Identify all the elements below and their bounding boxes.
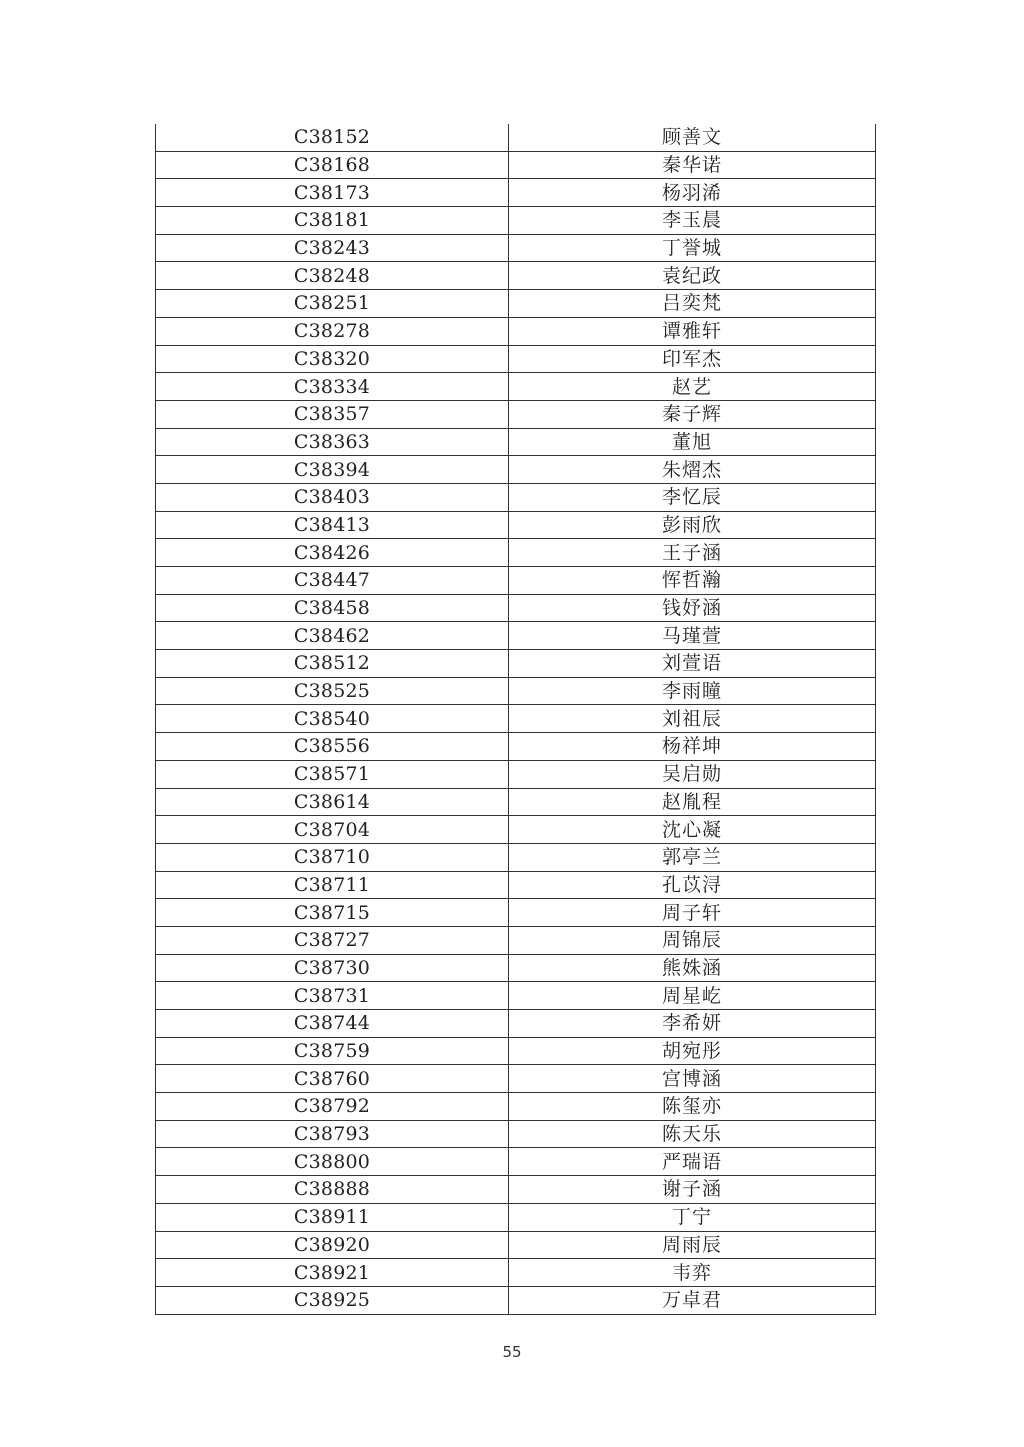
candidate-name-cell: 李希妍 xyxy=(509,1010,876,1038)
candidate-id-cell: C38921 xyxy=(156,1259,509,1287)
candidate-name-cell: 宫博涵 xyxy=(509,1065,876,1093)
candidate-id-cell: C38278 xyxy=(156,317,509,345)
candidate-id-cell: C38727 xyxy=(156,926,509,954)
table-row xyxy=(156,317,876,345)
candidate-id-cell: C38173 xyxy=(156,179,509,207)
candidate-id-cell: C38512 xyxy=(156,650,509,678)
candidate-id-cell: C38920 xyxy=(156,1231,509,1259)
candidate-name-cell: 胡宛彤 xyxy=(509,1037,876,1065)
table-row xyxy=(156,650,876,678)
candidate-id-cell: C38525 xyxy=(156,677,509,705)
table-row xyxy=(156,207,876,235)
candidate-name-cell: 杨羽浠 xyxy=(509,179,876,207)
candidate-id-cell: C38168 xyxy=(156,151,509,179)
candidate-id-cell: C38458 xyxy=(156,594,509,622)
candidate-name-cell: 赵艺 xyxy=(509,373,876,401)
candidate-name-cell: 刘祖辰 xyxy=(509,705,876,733)
table-row xyxy=(156,1259,876,1287)
candidate-name-cell: 熊姝涵 xyxy=(509,954,876,982)
candidate-id-cell: C38759 xyxy=(156,1037,509,1065)
candidate-name-cell: 顾善文 xyxy=(509,124,876,151)
candidate-name-cell: 周子轩 xyxy=(509,899,876,927)
candidate-id-cell: C38181 xyxy=(156,207,509,235)
candidate-name-cell: 钱妤涵 xyxy=(509,594,876,622)
candidate-id-cell: C38911 xyxy=(156,1203,509,1231)
table-row xyxy=(156,567,876,595)
candidate-id-cell: C38413 xyxy=(156,511,509,539)
table-row xyxy=(156,788,876,816)
candidate-id-cell: C38793 xyxy=(156,1120,509,1148)
table-row xyxy=(156,954,876,982)
candidate-id-cell: C38730 xyxy=(156,954,509,982)
table-row xyxy=(156,705,876,733)
table-row xyxy=(156,1065,876,1093)
table-row xyxy=(156,1120,876,1148)
candidate-id-cell: C38614 xyxy=(156,788,509,816)
table-row xyxy=(156,871,876,899)
candidate-name-cell: 朱熠杰 xyxy=(509,456,876,484)
candidate-name-cell: 万卓君 xyxy=(509,1286,876,1314)
candidate-id-cell: C38571 xyxy=(156,760,509,788)
candidate-name-cell: 吴启勋 xyxy=(509,760,876,788)
candidate-name-cell: 秦子辉 xyxy=(509,400,876,428)
table-row xyxy=(156,899,876,927)
candidate-name-cell: 韦弈 xyxy=(509,1259,876,1287)
candidate-id-cell: C38363 xyxy=(156,428,509,456)
candidate-id-cell: C38447 xyxy=(156,567,509,595)
candidate-id-cell: C38711 xyxy=(156,871,509,899)
candidate-name-cell: 杨祥坤 xyxy=(509,733,876,761)
roster-table-body xyxy=(156,124,876,1314)
candidate-name-cell: 谭雅轩 xyxy=(509,317,876,345)
table-row xyxy=(156,511,876,539)
table-row xyxy=(156,816,876,844)
candidate-id-cell: C38462 xyxy=(156,622,509,650)
table-row xyxy=(156,428,876,456)
candidate-id-cell: C38800 xyxy=(156,1148,509,1176)
table-row xyxy=(156,1286,876,1314)
candidate-name-cell: 周星屹 xyxy=(509,982,876,1010)
candidate-id-cell: C38731 xyxy=(156,982,509,1010)
table-row xyxy=(156,733,876,761)
candidate-name-cell: 周锦辰 xyxy=(509,926,876,954)
table-row xyxy=(156,456,876,484)
candidate-name-cell: 董旭 xyxy=(509,428,876,456)
roster-table xyxy=(155,124,876,1315)
table-row xyxy=(156,1010,876,1038)
candidate-name-cell: 秦华诺 xyxy=(509,151,876,179)
page-number: 55 xyxy=(502,1343,522,1361)
candidate-name-cell: 吕奕梵 xyxy=(509,290,876,318)
candidate-name-cell: 陈天乐 xyxy=(509,1120,876,1148)
candidate-id-cell: C38248 xyxy=(156,262,509,290)
candidate-name-cell: 彭雨欣 xyxy=(509,511,876,539)
candidate-id-cell: C38540 xyxy=(156,705,509,733)
candidate-name-cell: 刘萱语 xyxy=(509,650,876,678)
candidate-name-cell: 郭亭兰 xyxy=(509,843,876,871)
table-row xyxy=(156,373,876,401)
candidate-name-cell: 谢子涵 xyxy=(509,1176,876,1204)
table-row xyxy=(156,151,876,179)
candidate-id-cell: C38888 xyxy=(156,1176,509,1204)
candidate-name-cell: 印军杰 xyxy=(509,345,876,373)
candidate-id-cell: C38715 xyxy=(156,899,509,927)
candidate-name-cell: 马瑾萱 xyxy=(509,622,876,650)
table-row xyxy=(156,843,876,871)
candidate-name-cell: 赵胤程 xyxy=(509,788,876,816)
table-row xyxy=(156,926,876,954)
candidate-name-cell: 孔苡浔 xyxy=(509,871,876,899)
table-row xyxy=(156,179,876,207)
candidate-name-cell: 袁纪政 xyxy=(509,262,876,290)
candidate-id-cell: C38334 xyxy=(156,373,509,401)
candidate-id-cell: C38243 xyxy=(156,234,509,262)
candidate-id-cell: C38152 xyxy=(156,124,509,151)
candidate-id-cell: C38710 xyxy=(156,843,509,871)
table-row xyxy=(156,483,876,511)
table-row xyxy=(156,290,876,318)
table-row xyxy=(156,677,876,705)
table-row xyxy=(156,622,876,650)
candidate-id-cell: C38556 xyxy=(156,733,509,761)
candidate-name-cell: 丁宁 xyxy=(509,1203,876,1231)
candidate-name-cell: 李玉晨 xyxy=(509,207,876,235)
table-row xyxy=(156,262,876,290)
candidate-name-cell: 周雨辰 xyxy=(509,1231,876,1259)
table-row xyxy=(156,345,876,373)
candidate-name-cell: 王子涵 xyxy=(509,539,876,567)
table-row xyxy=(156,539,876,567)
table-row xyxy=(156,234,876,262)
table-row xyxy=(156,1093,876,1121)
table-row xyxy=(156,1148,876,1176)
candidate-name-cell: 丁誉城 xyxy=(509,234,876,262)
table-row xyxy=(156,982,876,1010)
candidate-id-cell: C38925 xyxy=(156,1286,509,1314)
candidate-id-cell: C38792 xyxy=(156,1093,509,1121)
table-row xyxy=(156,124,876,151)
table-row xyxy=(156,400,876,428)
candidate-name-cell: 沈心凝 xyxy=(509,816,876,844)
candidate-id-cell: C38744 xyxy=(156,1010,509,1038)
table-row xyxy=(156,1037,876,1065)
table-row xyxy=(156,1203,876,1231)
candidate-id-cell: C38320 xyxy=(156,345,509,373)
candidate-id-cell: C38251 xyxy=(156,290,509,318)
table-row xyxy=(156,760,876,788)
candidate-id-cell: C38426 xyxy=(156,539,509,567)
candidate-name-cell: 李忆辰 xyxy=(509,483,876,511)
candidate-id-cell: C38403 xyxy=(156,483,509,511)
candidate-id-cell: C38760 xyxy=(156,1065,509,1093)
table-row xyxy=(156,594,876,622)
candidate-name-cell: 严瑞语 xyxy=(509,1148,876,1176)
candidate-name-cell: 李雨瞳 xyxy=(509,677,876,705)
candidate-name-cell: 陈玺亦 xyxy=(509,1093,876,1121)
table-row xyxy=(156,1231,876,1259)
candidate-id-cell: C38394 xyxy=(156,456,509,484)
candidate-name-cell: 恽哲瀚 xyxy=(509,567,876,595)
table-row xyxy=(156,1176,876,1204)
candidate-id-cell: C38357 xyxy=(156,400,509,428)
candidate-id-cell: C38704 xyxy=(156,816,509,844)
